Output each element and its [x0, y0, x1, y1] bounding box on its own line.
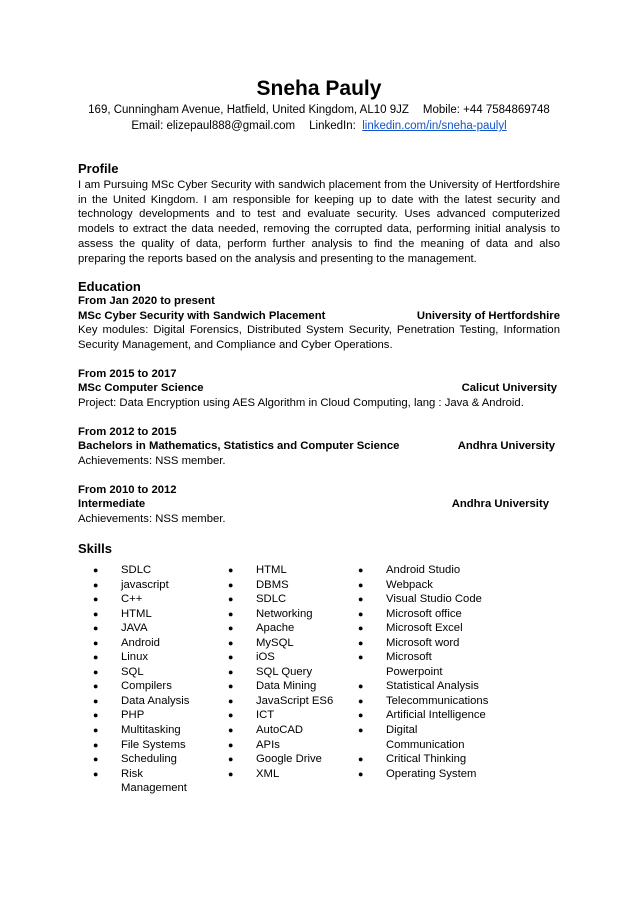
skill-item: ● Microsoft Powerpoint [358, 650, 486, 679]
edu-2-detail: Project: Data Encryption using AES Algorithm in Cloud Computing, lang : Java & Android. [78, 397, 524, 409]
edu-3-institution: Andhra University [457, 440, 555, 452]
education-heading: Education [78, 279, 141, 294]
skill-item: ● SDLC [93, 563, 203, 578]
skills-heading: Skills [78, 541, 112, 556]
skill-item: ● Apache [228, 621, 348, 636]
skill-item: ● javascript [93, 578, 203, 593]
edu-2-institution: Calicut University [461, 382, 557, 394]
skill-item: ● Visual Studio Code [358, 592, 486, 607]
edu-4-institution: Andhra University [451, 498, 549, 510]
linkedin-link[interactable]: linkedin.com/in/sneha-paulyl [362, 120, 507, 132]
skill-item: ● JavaScript ES6 [228, 694, 348, 709]
skill-item: ● Multitasking [93, 723, 203, 738]
skill-item: ● JAVA [93, 621, 203, 636]
skill-item: ● iOS [228, 650, 348, 665]
skill-item: ● PHP [93, 708, 203, 723]
contact-line-2 [0, 118, 638, 134]
skills-column-1 [93, 563, 203, 796]
skill-item: ● File Systems [93, 738, 203, 753]
linkedin-label: LinkedIn: [309, 120, 356, 132]
edu-4-detail: Achievements: NSS member. [78, 513, 226, 525]
address: 169, Cunningham Avenue, Hatfield, United Kingdom, AL10 9JZ [88, 104, 409, 116]
mobile: Mobile: +44 7584869748 [422, 104, 550, 116]
skills-column-3 [358, 563, 489, 781]
skill-item: ● Microsoft office [358, 607, 486, 622]
skill-item: ● Risk Management [93, 767, 203, 796]
skill-item: ● SQL [93, 665, 203, 680]
skill-item: ● MySQL [228, 636, 348, 651]
skill-item: ● C++ [93, 592, 203, 607]
edu-3-row [78, 439, 555, 454]
skill-item: ● SDLC [228, 592, 348, 607]
skill-item: ● Webpack [358, 578, 486, 593]
skill-item: ● Operating System [358, 767, 486, 782]
skill-item: ● Scheduling [93, 752, 203, 767]
skill-item: ● Digital Communication [358, 723, 486, 752]
skill-item: ● Android [93, 636, 203, 651]
skill-item: ● Networking [228, 607, 348, 622]
skill-item: ● Microsoft Excel [358, 621, 486, 636]
edu-1-degree: MSc Cyber Security with Sandwich Placement [78, 310, 326, 322]
skill-item: ● Android Studio [358, 563, 486, 578]
skill-item: ● Compilers [93, 679, 203, 694]
edu-1-institution: University of Hertfordshire [416, 310, 560, 322]
profile-heading: Profile [78, 161, 119, 176]
skill-item: ● SQL Query [228, 665, 348, 680]
skill-item: ● Linux [93, 650, 203, 665]
skill-item: ● Artificial Intelligence [358, 708, 486, 723]
skill-item: ● HTML [93, 607, 203, 622]
skill-item: ● Data Analysis [93, 694, 203, 709]
skill-item: ● XML [228, 767, 348, 782]
skills-column-2 [228, 563, 348, 781]
edu-1-period: From Jan 2020 to present [78, 295, 215, 307]
skill-item: ● Statistical Analysis [358, 679, 486, 694]
skill-item: ● Critical Thinking [358, 752, 486, 767]
profile-text: I am Pursuing MSc Cyber Security with sandwich placement from the University of Hertfordshire in the United Kingdom. I am responsible for keeping up to date with the latest security and technology developments and to test and evaluate security. Uses advanced computerized models to extract the data needed, removing the corrupted data, performing initial analysis to assess the quality of data, perform further analysis to find the meaning of data and also preparing the reports based on the analysis and presenting to the management. [78, 179, 560, 265]
edu-3-detail: Achievements: NSS member. [78, 455, 226, 467]
edu-4-period: From 2010 to 2012 [78, 484, 177, 496]
edu-3-period: From 2012 to 2015 [78, 426, 177, 438]
skill-item: ● Microsoft word [358, 636, 486, 651]
email: Email: elizepaul888@gmail.com [131, 120, 296, 132]
contact-line-1 [0, 102, 638, 118]
edu-2-row [78, 381, 557, 396]
skill-item: ● DBMS [228, 578, 348, 593]
edu-2-degree: MSc Computer Science [78, 382, 204, 394]
skill-item: ● ICT [228, 708, 348, 723]
skill-item: ● HTML [228, 563, 348, 578]
edu-1-detail: Key modules: Digital Forensics, Distributed System Security, Penetration Testing, Information Security Management, and Compliance and Cyber Operations. [78, 324, 560, 351]
edu-4-row [78, 497, 549, 512]
skill-item: ● Google Drive [228, 752, 348, 767]
candidate-name: Sneha Pauly [256, 77, 382, 100]
edu-3-degree: Bachelors in Mathematics, Statistics and Computer Science [78, 440, 400, 452]
skill-item: ● Data Mining [228, 679, 348, 694]
skill-item: ● AutoCAD [228, 723, 348, 738]
skill-item: ● Telecommunications [358, 694, 486, 709]
edu-4-degree: Intermediate [78, 498, 146, 510]
edu-1-row [78, 309, 560, 324]
skill-item: ● APIs [228, 738, 348, 753]
edu-2-period: From 2015 to 2017 [78, 368, 177, 380]
